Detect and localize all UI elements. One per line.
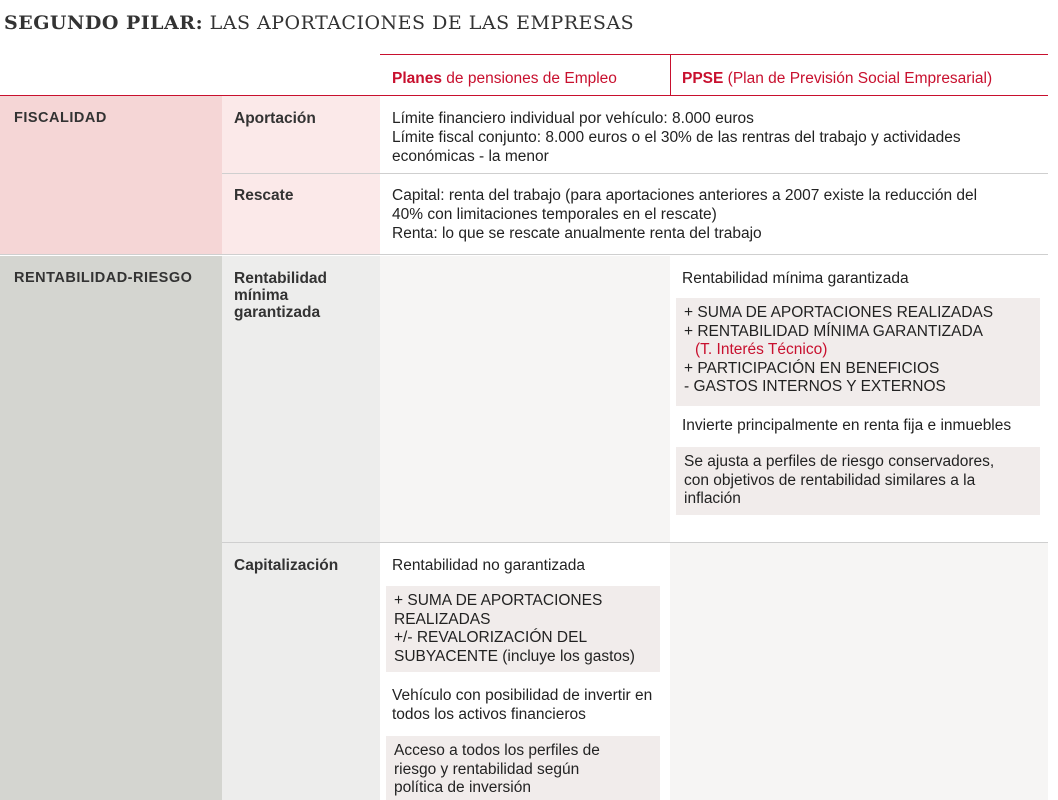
page-title: SEGUNDO PILAR: LAS APORTACIONES DE LAS EMPRESAS <box>4 12 635 34</box>
header-column-divider <box>670 54 671 96</box>
minima-planes-empty-cell <box>380 256 670 542</box>
capitalizacion-ppse-empty-cell <box>670 543 1048 800</box>
rentabilidad-section-band <box>0 256 222 800</box>
row-label-capitalizacion: Capitalización <box>234 557 339 574</box>
ppse-minima-risk-box: Se ajusta a perfiles de riesgo conservadores, con objetivos de rentabilidad similares a la inflación <box>676 447 1040 515</box>
section-label-rentabilidad: RENTABILIDAD-RIESGO <box>14 270 193 286</box>
row-label-rescate: Rescate <box>234 187 294 204</box>
capitalizacion-invest: Vehículo con posibilidad de invertir en todos los activos financieros <box>392 687 653 723</box>
row-label-aportacion: Aportación <box>234 110 316 127</box>
aportacion-text: Límite financiero individual por vehículo: 8.000 euros Límite fiscal conjunto: 8.000 euros o el 30% de las rentras del trabajo y actividades económicas - la menor <box>392 110 961 165</box>
column-header-planes: Planes de pensiones de Empleo <box>392 70 617 87</box>
rescate-text: Capital: renta del trabajo (para aportaciones anteriores a 2007 existe la reducción del 40% con limitaciones temporales en el rescate) Renta: lo que se rescate anualmente renta del trabajo <box>392 187 978 242</box>
row-label-minima: Rentabilidad mínima garantizada <box>234 270 328 321</box>
rentabilidad-sub-band <box>222 256 380 800</box>
aportacion-divider <box>222 173 1048 174</box>
minima-bottom-divider <box>222 542 1048 543</box>
header-top-rule <box>380 54 1048 55</box>
capitalizacion-risk-box: Acceso a todos los perfiles de riesgo y rentabilidad según política de inversión <box>386 736 660 800</box>
capitalizacion-formula-box: + SUMA DE APORTACIONES REALIZADAS +/- REVALORIZACIÓN DEL SUBYACENTE (incluye los gastos) <box>386 586 660 672</box>
ppse-minima-formula-box: + SUMA DE APORTACIONES REALIZADAS + RENTABILIDAD MÍNIMA GARANTIZADA (T. Interés Técnico) + PARTICIPACIÓN EN BENEFICIOS - GASTOS INTERNOS Y EXTERNOS <box>676 298 1040 406</box>
ppse-minima-heading: Rentabilidad mínima garantizada <box>682 270 909 287</box>
capitalizacion-heading: Rentabilidad no garantizada <box>392 557 586 574</box>
fiscalidad-bottom-divider <box>0 254 1048 255</box>
section-label-fiscalidad: FISCALIDAD <box>14 110 107 126</box>
column-header-ppse: PPSE (Plan de Previsión Social Empresarial) <box>682 70 993 87</box>
ppse-minima-invest: Invierte principalmente en renta fija e inmuebles <box>682 417 1012 434</box>
